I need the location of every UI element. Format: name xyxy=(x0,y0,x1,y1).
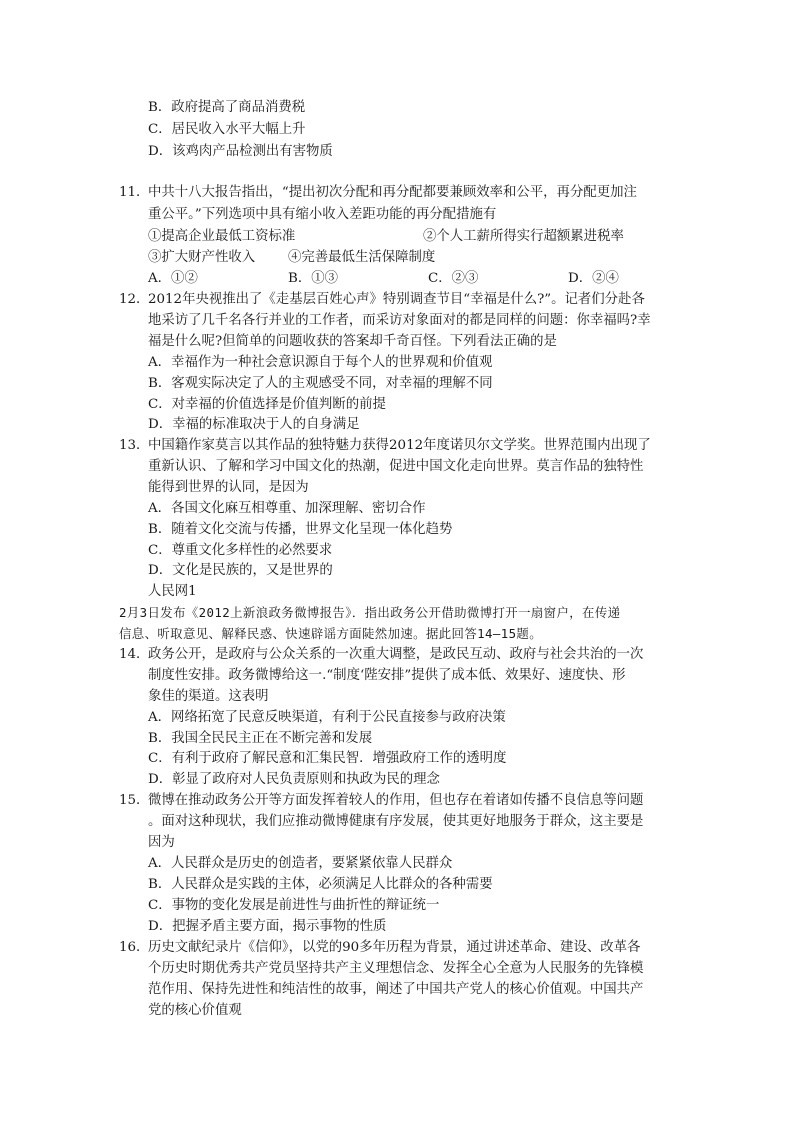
q15-stem-line-2: 。面对这种现状，我们应推动微博健康有序发展，使其更好地服务于群众，这主要是 xyxy=(148,814,644,829)
q13-option-d: D．文化是民族的，又是世界的 xyxy=(148,563,333,578)
q11-choice-c: C．②③ xyxy=(428,271,479,286)
q11-choice-d: D．②④ xyxy=(568,271,619,286)
q10-option-d: D．该鸡肉产品检测出有害物质 xyxy=(148,144,333,159)
q12-option-b: B．客观实际决定了人的主观感受不同，对幸福的理解不同 xyxy=(148,376,493,391)
q15-option-b: B．人民群众是实践的主体，必须满足人比群众的各种需要 xyxy=(148,877,493,892)
q14-number: 14． xyxy=(119,647,150,662)
q12-option-c: C．对幸福的价值选择是价值判断的前提 xyxy=(148,397,386,412)
q11-item-1: ①提高企业最低工资标准 xyxy=(148,229,296,244)
q13-option-c: C．尊重文化多样性的必然要求 xyxy=(148,543,333,558)
q11-item-2: ②个人工薪所得实行超额累进税率 xyxy=(423,229,624,244)
q11-choice-b: B．①③ xyxy=(288,271,339,286)
q14-option-a: A．网络拓宽了民意反映渠道，有利于公民直接参与政府决策 xyxy=(148,710,506,725)
intro-line-2: 信息、听取意见、解释民惑、快速辟谣方面陡然加速。据此回答14—15题。 xyxy=(119,626,543,641)
q16-stem-line-3: 范作用、保持先进性和纯洁性的故事，阐述了中国共产党人的核心价值观。中国共产 xyxy=(148,982,644,997)
q12-stem-line-2: 地采访了几千名各行并业的工作者，而采访对象面对的都是同样的问题：你幸福吗?幸 xyxy=(148,313,651,328)
q11-item-4: ④完善最低生活保障制度 xyxy=(288,250,436,265)
q16-stem-line-2: 个历史时期优秀共产党员坚持共产主义理想信念、发挥全心全意为人民服务的先锋模 xyxy=(148,961,644,976)
q14-stem-line-1: 政务公开，是政府与公众关系的一次重大调整，是政民互动、政府与社会共治的一次 xyxy=(148,647,644,662)
q14-stem-line-2: 制度性安排。政务微博给这一.“制度‘陛安排”提供了成本低、效果好、速度快、形 xyxy=(148,668,626,683)
q15-option-d: D．把握矛盾主要方面，揭示事物的性质 xyxy=(148,919,387,934)
q11-choice-a: A．①② xyxy=(148,271,198,286)
q12-stem-line-1: 2012年央视推出了《走基层百姓心声》特别调查节目“幸福是什么?”。记者们分赴各 xyxy=(148,292,645,307)
q12-option-a: A．幸福作为一种社会意识源自于每个人的世界观和价值观 xyxy=(148,355,493,370)
intro-source: 人民网1 xyxy=(148,584,197,599)
q13-option-b: B．随着文化交流与传播，世界文化呈现一体化趋势 xyxy=(148,522,453,537)
q15-option-a: A．人民群众是历史的创造者，要紧紧依靠人民群众 xyxy=(148,856,453,871)
q13-number: 13． xyxy=(119,438,150,453)
q15-number: 15． xyxy=(119,793,150,808)
q11-stem-line-1: 中共十八大报告指出，“提出初次分配和再分配都要兼顾效率和公平，再分配更加注 xyxy=(148,185,637,200)
q13-stem-line-2: 重新认识、了解和学习中国文化的热潮，促进中国文化走向世界。莫言作品的独特性 xyxy=(148,459,644,474)
q11-number: 11． xyxy=(119,185,150,200)
q13-stem-line-1: 中国籍作家莫言以其作品的独特魅力获得2012年度诺贝尔文学奖。世界范围内出现了 xyxy=(148,438,651,453)
q16-stem-line-1: 历史文献纪录片《信仰》，以党的90多年历程为背景，通过讲述革命、建设、改革各 xyxy=(148,940,641,955)
q15-stem-line-3: 因为 xyxy=(148,835,175,850)
q14-option-d: D．彰显了政府对人民负责原则和执政为民的理念 xyxy=(148,772,440,787)
q15-stem-line-1: 微博在推动政务公开等方面发挥着较人的作用，但也存在着诸如传播不良信息等问题 xyxy=(148,793,644,808)
q16-number: 16． xyxy=(119,940,150,955)
q14-option-b: B．我国全民民主正在不断完善和发展 xyxy=(148,731,373,746)
intro-line-1: 2月3日发布《2012上新浪政务微博报告》．指出政务公开借助微博打开一扇窗户，在传递 xyxy=(119,605,621,620)
q12-number: 12． xyxy=(119,292,150,307)
q16-stem-line-4: 党的核心价值观 xyxy=(148,1003,242,1018)
q15-option-c: C．事物的变化发展是前进性与曲折性的辩证统一 xyxy=(148,898,440,913)
q11-stem-line-2: 重公平。”下列选项中具有缩小收入差距功能的再分配措施有 xyxy=(148,207,497,222)
q13-stem-line-3: 能得到世界的认同，是因为 xyxy=(148,480,309,495)
q12-stem-line-3: 福是什么呢?但简单的问题收获的答案却千奇百怪。下列看法正确的是 xyxy=(148,334,557,349)
q14-stem-line-3: 象佳的渠道。这表明 xyxy=(148,689,269,704)
q12-option-d: D．幸福的标准取决于人的自身满足 xyxy=(148,417,360,432)
q10-option-b: B．政府提高了商品消费税 xyxy=(148,100,306,115)
q13-option-a: A．各国文化麻互相尊重、加深理解、密切合作 xyxy=(148,501,426,516)
q10-option-c: C．居民收入水平大幅上升 xyxy=(148,122,306,137)
q11-item-3: ③扩大财产性收入 xyxy=(148,250,256,265)
q14-option-c: C．有利于政府了解民意和汇集民智．增强政府工作的透明度 xyxy=(148,751,507,766)
